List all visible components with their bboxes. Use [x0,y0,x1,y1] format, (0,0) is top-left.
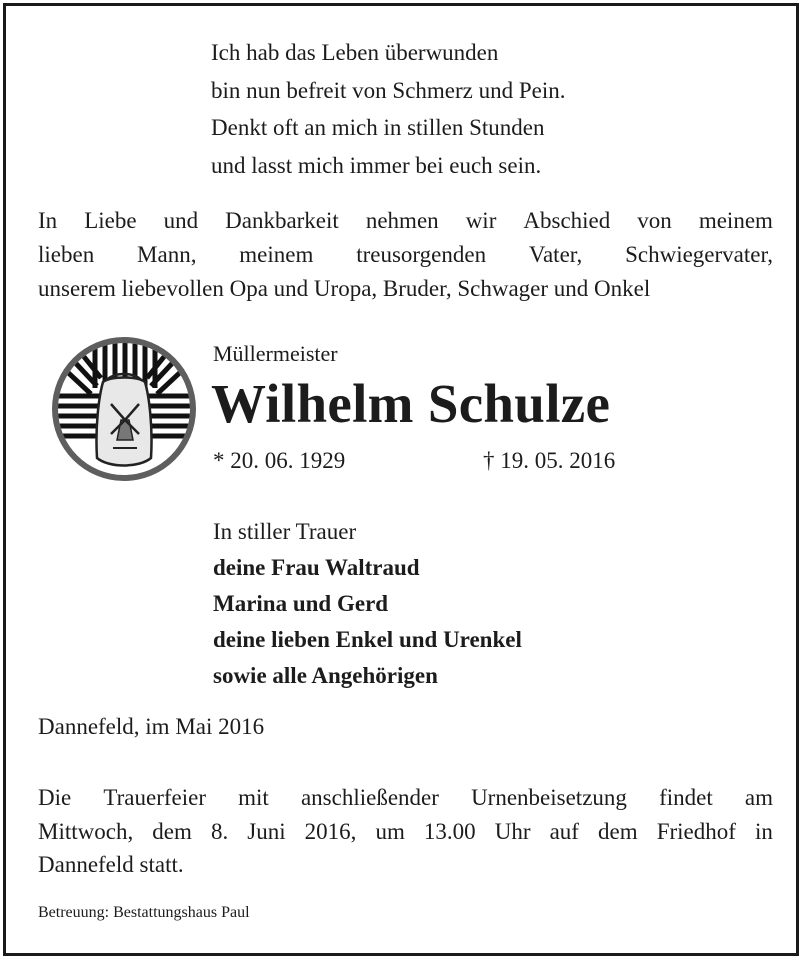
word: Friedhof [656,818,736,844]
intro-line: unserem liebevollen Opa und Uropa, Bruder, Schwager und Onkel [38,276,651,301]
word: Uhr [494,818,531,844]
word: lieben [38,242,95,267]
word: findet [659,785,713,810]
word: 2016, [304,818,357,844]
death-date: † 19. 05. 2016 [483,448,616,473]
mourner-name: deine Frau Waltraud [213,555,420,580]
windmill-sack-emblem-icon [51,336,197,482]
word: Abschied [523,208,611,233]
word: nehmen [365,208,439,233]
word: von [637,208,672,233]
word: 8. [210,818,229,844]
poem-line: und lasst mich immer bei euch sein. [211,152,542,178]
funeral-line [38,815,773,849]
word: Schwiegervater, [625,242,773,267]
place-date: Dannefeld, im Mai 2016 [38,714,265,739]
word: in [754,818,773,844]
word: um [375,818,405,844]
word: Trauerfeier [103,785,206,810]
mourners-block [213,514,522,694]
obituary-frame [3,3,799,956]
mourner-name: deine lieben Enkel und Urenkel [213,627,522,652]
poem [211,34,566,184]
poem-line: Denkt oft an mich in stillen Stunden [211,115,545,140]
deceased-title: Müllermeister [213,341,338,366]
mourner-name: sowie alle Angehörigen [213,663,438,688]
word: Die [38,785,72,810]
word: Dankbarkeit [225,208,339,233]
birth-date: * 20. 06. 1929 [213,448,346,473]
word: 13.00 [423,818,476,844]
word: wir [465,208,497,233]
word: meinem [698,208,773,233]
mourner-name: Marina und Gerd [213,591,389,616]
word: Juni [247,818,286,844]
funeral-notice [38,781,773,882]
word: am [744,785,773,810]
word: meinem [239,242,314,267]
mourners-intro: In stiller Trauer [213,519,357,544]
poem-line: Ich hab das Leben überwunden [211,40,499,65]
word: und [163,208,199,233]
word: Mann, [137,242,197,267]
intro-line [38,204,773,238]
undertaker-credit: Betreuung: Bestattungshaus Paul [38,904,250,921]
poem-line: bin nun befreit von Schmerz und Pein. [211,77,566,103]
funeral-line: Dannefeld statt. [38,852,184,877]
word: Vater, [528,242,583,267]
word: dem [598,818,638,844]
funeral-line [38,781,773,815]
word: auf [549,818,579,844]
word: treusorgenden [356,242,487,267]
word: mit [238,785,269,810]
word: dem [152,818,192,844]
word: Urnenbeisetzung [471,785,627,810]
intro-paragraph [38,204,773,306]
deceased-name: Wilhelm Schulze [211,373,611,434]
word: Mittwoch, [38,818,134,844]
intro-line [38,238,773,272]
word: anschließender [300,785,439,810]
word: In [38,208,58,233]
word: Liebe [84,208,137,233]
